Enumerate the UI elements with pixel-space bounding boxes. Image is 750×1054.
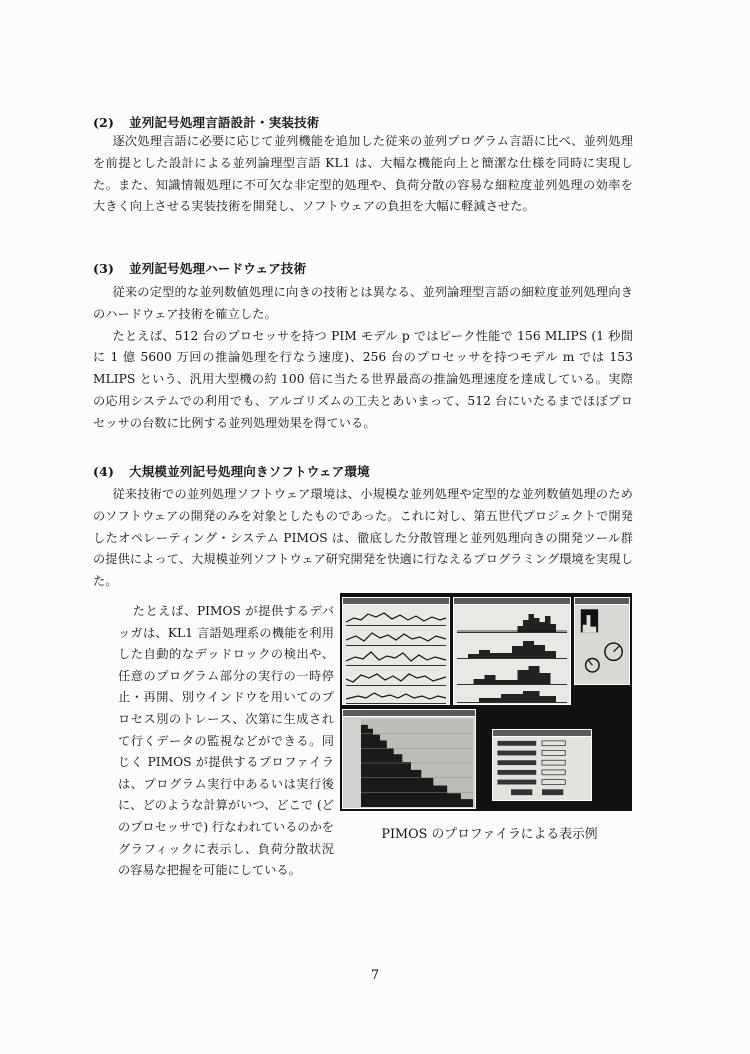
window-title-bar [454, 598, 570, 605]
page-number: 7 [370, 968, 380, 983]
plot-row [346, 628, 446, 646]
section-2-body [93, 131, 633, 218]
plot-row [346, 608, 446, 626]
section-3-body [93, 282, 633, 435]
profiler-window-histogram [342, 709, 476, 809]
profiler-window-meters [574, 597, 630, 685]
figure-caption: PIMOS のプロファイラによる表示例 [381, 827, 598, 842]
section-4-heading [93, 462, 370, 480]
profiler-dialog [492, 729, 592, 801]
section-3-paragraph-1: 従来の定型的な並列数値処理に向きの技術とは異なる、並列論理型言語の細粒度並列処理向きのハードウェア技術を確立した。 [93, 285, 633, 321]
section-3-heading [93, 259, 306, 277]
window-title-bar [493, 730, 591, 737]
profiler-window-left [342, 597, 450, 705]
section-2-heading [93, 113, 320, 131]
side-paragraph: たとえば、PIMOS が提供するデバッガは、KL1 言語処理系の機能を利用した自動的なデッドロックの検出や、任意のプログラム部分の実行の一時停止・再開、別ウインドウを用いてのプロセス別のトレース、次第に生成されて行くデータの監視などができる。同じく PIMOS が提供するプロファイラは、プログラム実行中あるいは実行後に、どのような計算がいつ、どこで (どのプロセッサで) 行なわれているのかをグラフィックに表示し、負荷分散状況の容易な把握を可能にしている。 [118, 604, 334, 878]
meter-graphics [575, 605, 629, 683]
bar-plot-row [457, 662, 567, 685]
section-4-paragraph: 従来技術での並列処理ソフトウェア環境は、小規模な並列処理や定型的な並列数値処理のためのソフトウェアの開発のみを対象としたものであった。これに対し、第五世代プロジェクトで開発したオペレーティング・システム PIMOS は、徹底した分散管理と並列処理向きの開発ツール群の提供によって、大規模並列ソフトウェア研究開発を快適に行なえるプログラミング環境を実現した。 [93, 487, 633, 589]
window-title-bar [343, 710, 475, 717]
profiler-screenshot [340, 593, 632, 811]
section-2-paragraph: 逐次処理言語に必要に応じて並列機能を追加した従来の並列プログラム言語に比べ、並列処理を前提とした設計による並列論理型言語 KL1 は、大幅な機能向上と簡潔な仕様を同時に実現した。また、知識情報処理に不可欠な非定型的処理や、負荷分散の容易な細粒度並列処理の効率を大きく向上させる実装技術を開発し、ソフトウェアの負担を大幅に軽減させた。 [93, 134, 633, 214]
section-4-body [93, 484, 633, 593]
bar-plot-row [457, 636, 567, 659]
section-2-title: 並列記号処理言語設計・実装技術 [129, 115, 320, 130]
plot-row [346, 648, 446, 666]
bar-plot-row [457, 686, 567, 703]
dialog-fields [493, 737, 591, 799]
histogram-graphic [361, 719, 473, 807]
section-4-title: 大規模並列記号処理向きソフトウェア環境 [129, 464, 370, 479]
debugger-profiler-text [118, 601, 334, 882]
profiler-window-middle [453, 597, 571, 705]
plot-row [346, 686, 446, 704]
section-3-number: (3) [93, 261, 115, 276]
window-title-bar [343, 598, 449, 605]
section-4-number: (4) [93, 464, 115, 479]
window-title-bar [575, 598, 629, 605]
section-3-title: 並列記号処理ハードウェア技術 [129, 261, 307, 276]
bar-plot-row [457, 610, 567, 633]
section-2-number: (2) [93, 115, 115, 130]
plot-row [346, 668, 446, 686]
section-3-paragraph-2: たとえば、512 台のプロセッサを持つ PIM モデル p ではピーク性能で 156 MLIPS (1 秒間に 1 億 5600 万回の推論処理を行なう速度)、256 台のプロセッサを持つモデル m では 153 MLIPS という、汎用大型機の約 100 倍に当たる世界最高の推論処理速度を達成している。実際の応用システムでの利用でも、アルゴリズムの工夫とあいまって、512 台にいたるまでほぼプロセッサの台数に比例する並列処理効果を得ている。 [93, 328, 633, 430]
